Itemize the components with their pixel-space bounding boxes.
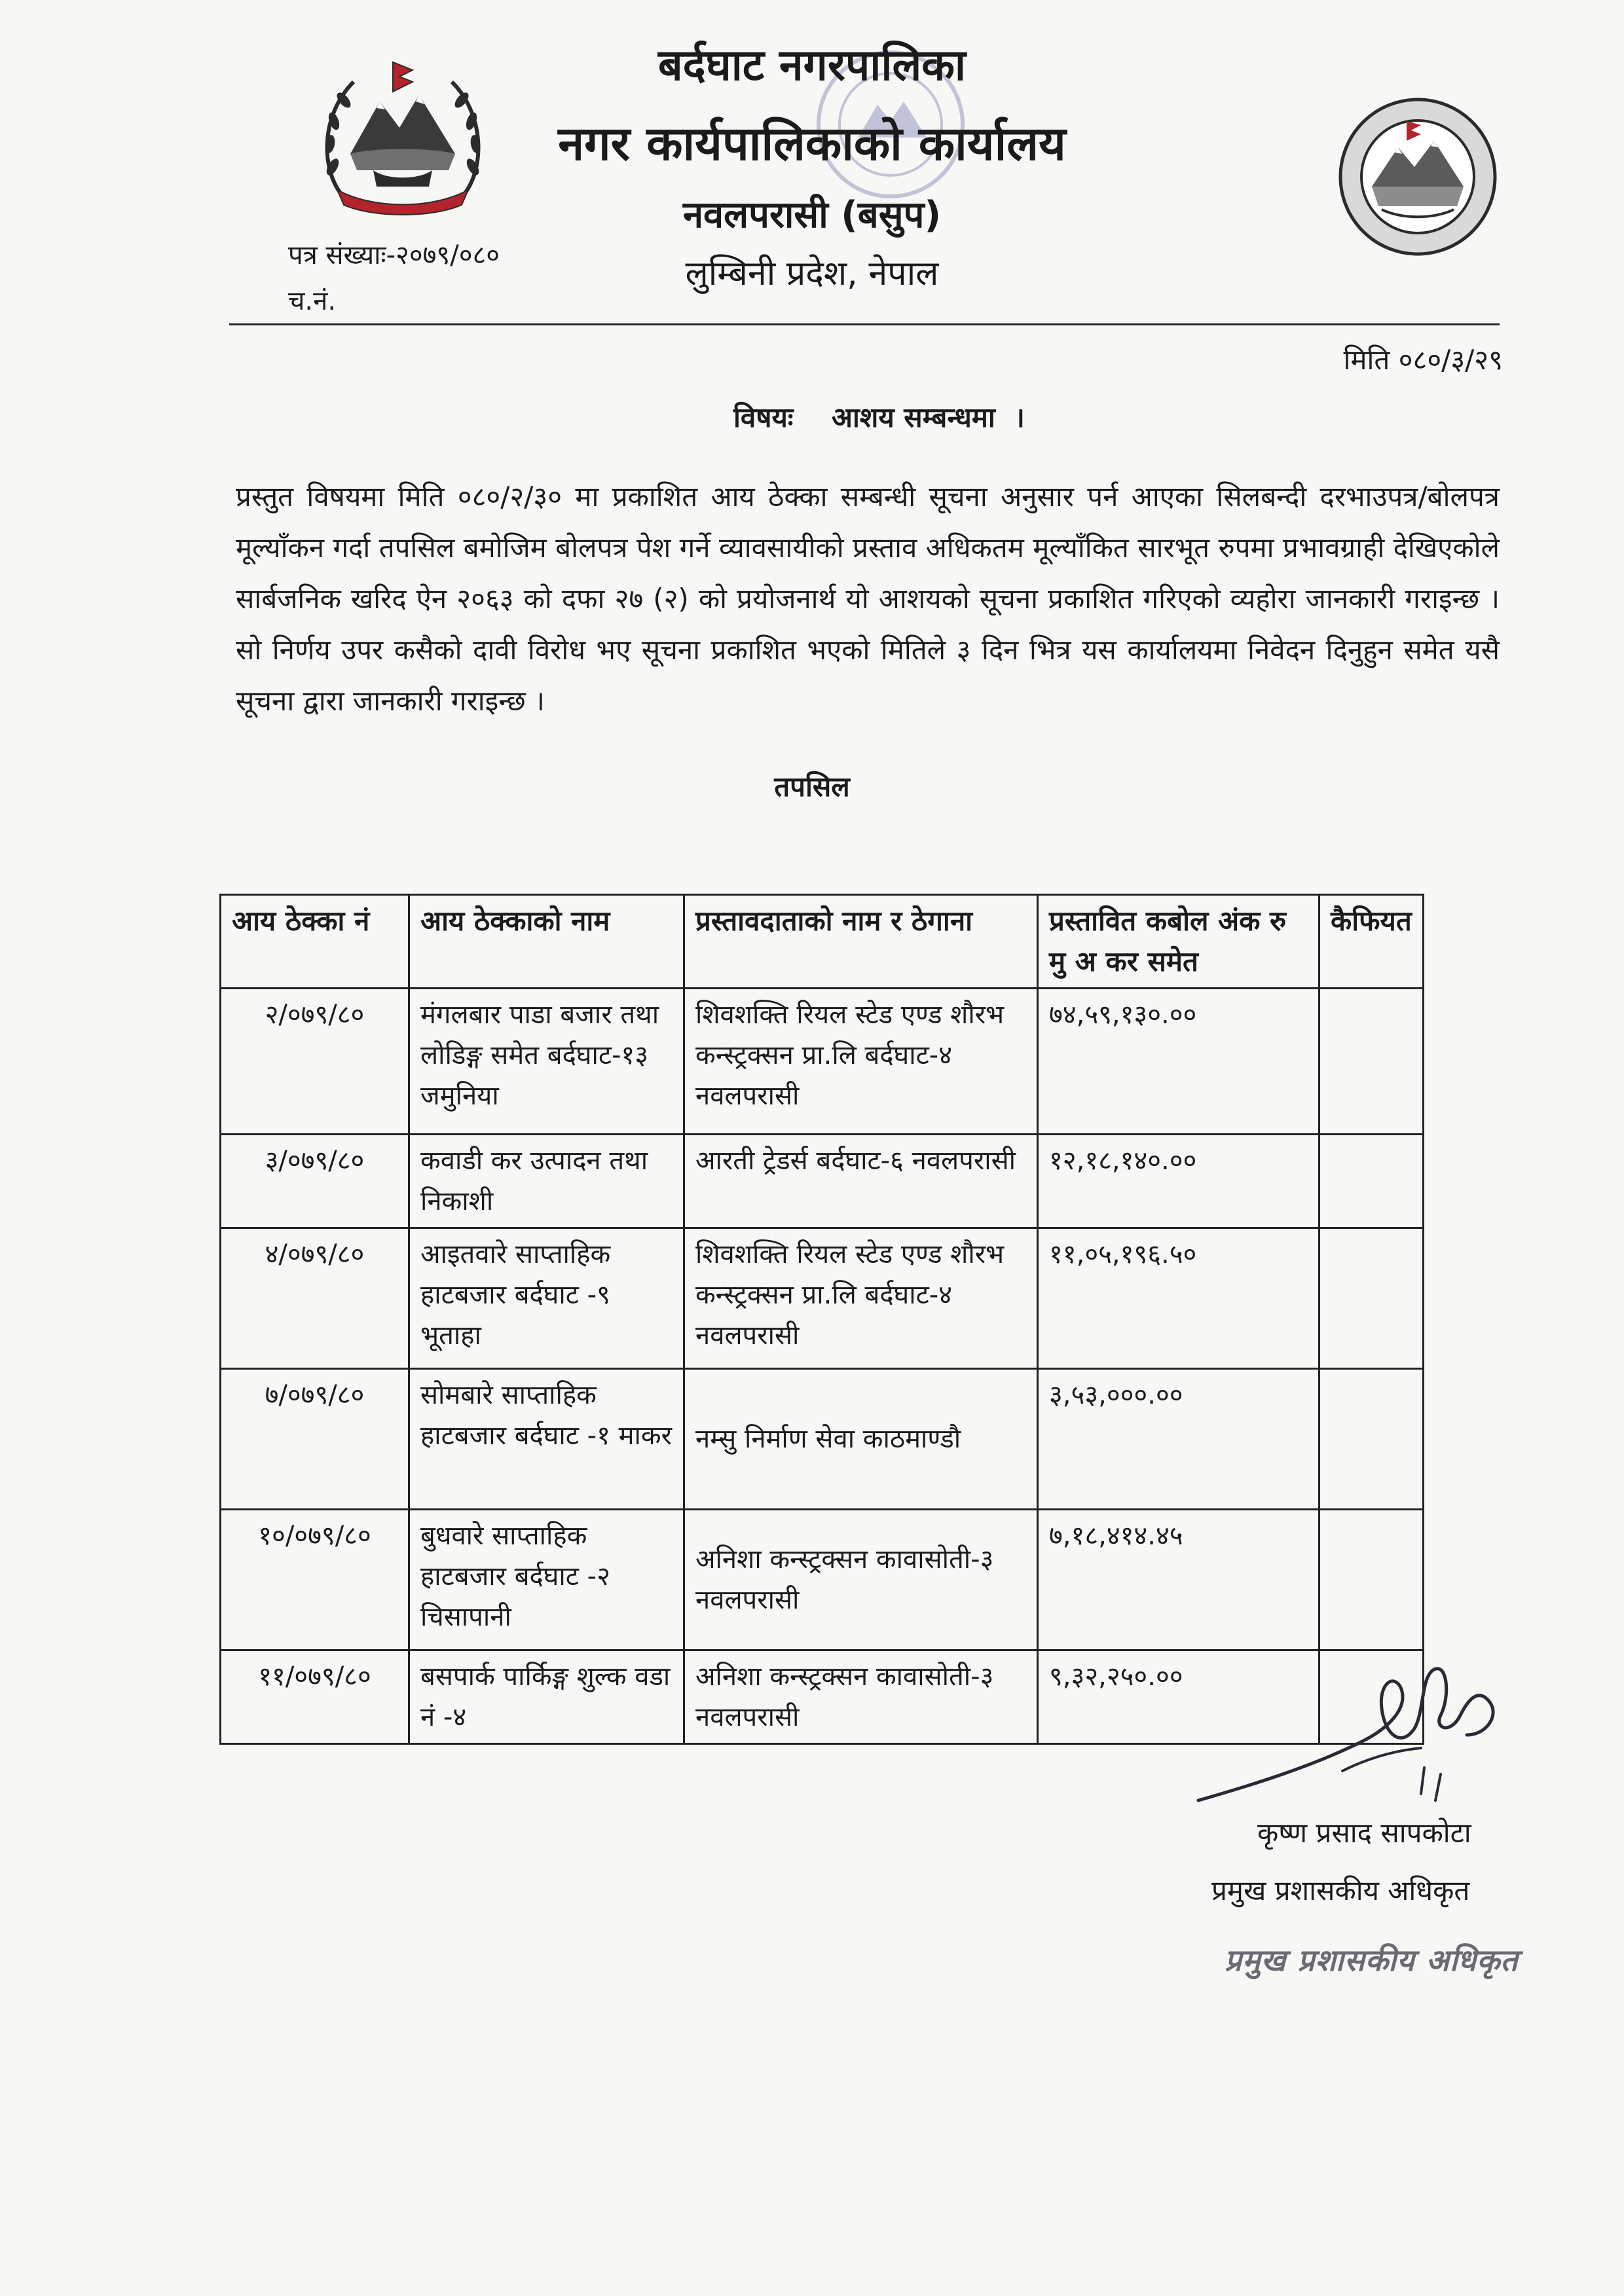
table-row	[221, 1369, 1424, 1510]
amount-cell: ७,१८,४१४.४५	[1038, 1510, 1320, 1650]
table-row	[221, 1228, 1424, 1369]
table-row	[221, 1510, 1424, 1650]
subject-line: विषयः आशय सम्बन्धमा ।	[733, 401, 1025, 433]
letter-date: मिति ०८०/३/२९	[1343, 344, 1503, 376]
letter-number: पत्र संख्याः-२०७९/०८०	[288, 240, 500, 270]
signature-icon	[1192, 1637, 1506, 1833]
office-name: नगर कार्यपालिकाको कार्यालय	[558, 116, 1066, 171]
bidder-cell: अनिशा कन्स्ट्रक्सन कावासोती-३ नवलपरासी	[684, 1650, 1038, 1744]
bidder-cell: शिवशक्ति रियल स्टेड एण्ड शौरभ कन्स्ट्रक्सन प्रा.लि बर्दघाट-४ नवलपरासी	[684, 1228, 1038, 1369]
table-header-row	[221, 895, 1424, 989]
contract-name-cell: सोमबारे साप्ताहिक हाटबजार बर्दघाट -१ माकर	[409, 1369, 684, 1510]
contract-name-cell: बुधवारे साप्ताहिक हाटबजार बर्दघाट -२ चिसापानी	[409, 1510, 684, 1650]
bidder-cell: अनिशा कन्स्ट्रक्सन कावासोती-३ नवलपरासी	[684, 1510, 1038, 1650]
remarks-cell	[1320, 989, 1424, 1135]
bidder-cell: आरती ट्रेडर्स बर्दघाट-६ नवलपरासी	[684, 1135, 1038, 1228]
amount-cell: ७४,५९,१३०.००	[1038, 989, 1320, 1135]
amount-cell: ९,३२,२५०.००	[1038, 1650, 1320, 1744]
table-row	[221, 1135, 1424, 1228]
contract-name-cell: कवाडी कर उत्पादन तथा निकाशी	[409, 1135, 684, 1228]
header-divider	[229, 323, 1500, 325]
contract-no-cell: ११/०७९/८०	[221, 1650, 409, 1744]
header-contract-no: आय ठेक्का नं	[221, 895, 409, 989]
org-name: बर्दघाट नगरपालिका	[657, 40, 967, 90]
signatory-title: प्रमुख प्रशासकीय अधिकृत	[1211, 1874, 1470, 1906]
contract-no-cell: ३/०७९/८०	[221, 1135, 409, 1228]
dispatch-number: च.नं.	[288, 286, 337, 316]
district-name: नवलपरासी (बसुप)	[682, 194, 942, 236]
remarks-cell	[1320, 1135, 1424, 1228]
header-remarks: कैफियत	[1320, 895, 1424, 989]
contract-name-cell: आइतवारे साप्ताहिक हाटबजार बर्दघाट -९ भूताहा	[409, 1228, 684, 1369]
remarks-cell	[1320, 1510, 1424, 1650]
bidder-cell: नम्सु निर्माण सेवा काठमाण्डौ	[684, 1369, 1038, 1510]
body-paragraph: प्रस्तुत विषयमा मिति ०८०/२/३० मा प्रकाशित आय ठेक्का सम्बन्धी सूचना अनुसार पर्न आएका सिलबन्दी दरभाउपत्र/बोलपत्र मूल्याँकन गर्दा तपसिल बमोजिम बोलपत्र पेश गर्ने व्यावसायीको प्रस्ताव अधिकतम मूल्याँकित सारभूत रुपमा प्रभावग्राही देखिएकोले सार्बजनिक खरिद ऐन २०६३ को दफा २७ (२) को प्रयोजनार्थ यो आशयको सूचना प्रकाशित गरिएको व्यहोरा जानकारी गराइन्छ । सो निर्णय उपर कसैको दावी विरोध भए सूचना प्रकाशित भएको मितिले ३ दिन भित्र यस कार्यालयमा निवेदन दिनुहुन समेत यसै सूचना द्वारा जानकारी गराइन्छ ।	[236, 481, 1500, 717]
bidder-cell: शिवशक्ति रियल स्टेड एण्ड शौरभ कन्स्ट्रक्सन प्रा.लि बर्दघाट-४ नवलपरासी	[684, 989, 1038, 1135]
amount-cell: १२,१८,१४०.००	[1038, 1135, 1320, 1228]
province-name: लुम्बिनी प्रदेश, नेपाल	[685, 254, 939, 293]
contract-table	[219, 894, 1424, 1745]
contract-no-cell: ७/०७९/८०	[221, 1369, 409, 1510]
contract-no-cell: १०/०७९/८०	[221, 1510, 409, 1650]
designation-stamp: प्रमुख प्रशासकीय अधिकृत	[1225, 1942, 1519, 1978]
amount-cell: ११,०५,१९६.५०	[1038, 1228, 1320, 1369]
signatory-name: कृष्ण प्रसाद सापकोटा	[1257, 1817, 1471, 1849]
contract-no-cell: ४/०७९/८०	[221, 1228, 409, 1369]
header-contract-name: आय ठेक्काको नाम	[409, 895, 684, 989]
contract-no-cell: २/०७९/८०	[221, 989, 409, 1135]
remarks-cell	[1320, 1228, 1424, 1369]
contract-name-cell: मंगलबार पाडा बजार तथा लोडिङ्ग समेत बर्दघाट-१३ जमुनिया	[409, 989, 684, 1135]
header-amount: प्रस्तावित कबोल अंक रु मु अ कर समेत	[1038, 895, 1320, 989]
table-row	[221, 989, 1424, 1135]
remarks-cell	[1320, 1369, 1424, 1510]
header-bidder: प्रस्तावदाताको नाम र ठेगाना	[684, 895, 1038, 989]
details-heading: तपसिल	[774, 771, 850, 803]
contract-name-cell: बसपार्क पार्किङ्ग शुल्क वडा नं -४	[409, 1650, 684, 1744]
amount-cell: ३,५३,०००.००	[1038, 1369, 1320, 1510]
